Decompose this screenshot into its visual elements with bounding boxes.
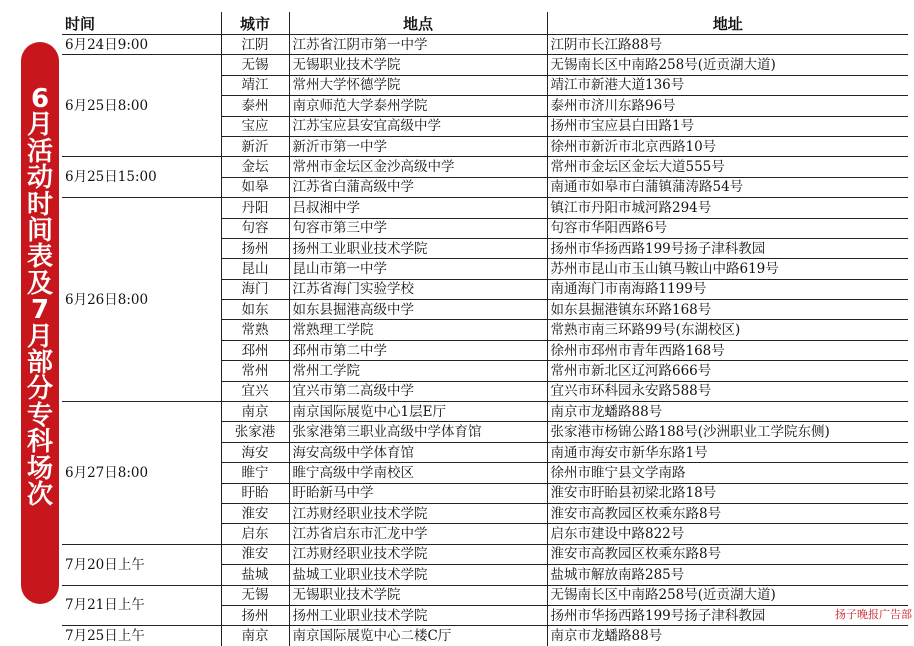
city-cell: 句容: [221, 218, 289, 238]
address-cell: 扬州市华扬西路199号扬子津科教园: [547, 238, 908, 258]
table-row: [62, 198, 908, 218]
address-cell: 句容市华阳西路6号: [547, 218, 908, 238]
location-cell: 江苏宝应县安宜高级中学: [289, 116, 547, 136]
address-cell: 启东市建设中路822号: [547, 524, 908, 544]
address-cell: 徐州市睢宁县文学南路: [547, 463, 908, 483]
location-cell: 南京国际展览中心二楼C厅: [289, 626, 547, 646]
time-cell: 6月26日8:00: [62, 198, 221, 402]
address-cell: 苏州市昆山市玉山镇马鞍山中路619号: [547, 259, 908, 279]
address-cell: 淮安市高教园区枚乘东路8号: [547, 503, 908, 523]
address-cell: 南通海门市南海路1199号: [547, 279, 908, 299]
location-cell: 吕叔湘中学: [289, 198, 547, 218]
city-cell: 如东: [221, 300, 289, 320]
time-cell: 7月25日上午: [62, 626, 221, 646]
address-cell: 扬州市宝应县白田路1号: [547, 116, 908, 136]
city-cell: 泰州: [221, 96, 289, 116]
banner-char: 活: [26, 136, 53, 167]
city-cell: 丹阳: [221, 198, 289, 218]
city-cell: 张家港: [221, 422, 289, 442]
table-row: [62, 544, 908, 564]
city-cell: 海安: [221, 442, 289, 462]
time-cell: 6月25日15:00: [62, 157, 221, 198]
table-body: [62, 35, 908, 646]
location-cell: 常州大学怀德学院: [289, 75, 547, 95]
location-cell: 宜兴市第二高级中学: [289, 381, 547, 401]
address-cell: 淮安市高教园区枚乘东路8号: [547, 544, 908, 564]
city-cell: 无锡: [221, 585, 289, 605]
address-cell: 张家港市杨锦公路188号(沙洲职业工学院东侧): [547, 422, 908, 442]
address-cell: 泰州市济川东路96号: [547, 96, 908, 116]
address-cell: 淮安市盱眙县初梁北路18号: [547, 483, 908, 503]
location-cell: 盱眙新马中学: [289, 483, 547, 503]
location-cell: 新沂市第一中学: [289, 136, 547, 156]
city-cell: 扬州: [221, 238, 289, 258]
time-cell: 7月21日上午: [62, 585, 221, 626]
location-cell: 张家港第三职业高级中学体育馆: [289, 422, 547, 442]
address-cell: 南京市龙蟠路88号: [547, 402, 908, 422]
city-cell: 无锡: [221, 55, 289, 75]
table-row: [62, 157, 908, 177]
header-city: 城市: [221, 12, 289, 35]
banner-char: 场: [26, 453, 53, 484]
city-cell: 新沂: [221, 136, 289, 156]
city-cell: 启东: [221, 524, 289, 544]
location-cell: 常州市金坛区金沙高级中学: [289, 157, 547, 177]
address-cell: 南通市如皋市白蒲镇蒲涛路54号: [547, 177, 908, 197]
banner-char: 动: [26, 163, 53, 194]
location-cell: 常熟理工学院: [289, 320, 547, 340]
header-address: 地址: [547, 12, 908, 35]
address-cell: 无锡南长区中南路258号(近贡湖大道): [547, 585, 908, 605]
location-cell: 江苏省白蒲高级中学: [289, 177, 547, 197]
schedule-table: [62, 12, 908, 646]
time-cell: 6月27日8:00: [62, 402, 221, 545]
banner-char: 及: [26, 268, 53, 299]
city-cell: 金坛: [221, 157, 289, 177]
location-cell: 江苏财经职业技术学院: [289, 544, 547, 564]
time-cell: 6月25日8:00: [62, 55, 221, 157]
city-cell: 常州: [221, 361, 289, 381]
banner-title: [21, 86, 59, 509]
city-cell: 江阴: [221, 35, 289, 55]
address-cell: 江阴市长江路88号: [547, 35, 908, 55]
address-cell: 镇江市丹阳市城河路294号: [547, 198, 908, 218]
city-cell: 海门: [221, 279, 289, 299]
address-cell: 南通市海安市新华东路1号: [547, 442, 908, 462]
city-cell: 淮安: [221, 544, 289, 564]
location-cell: 无锡职业技术学院: [289, 55, 547, 75]
location-cell: 扬州工业职业技术学院: [289, 605, 547, 625]
address-cell: 常州市金坛区金坛大道555号: [547, 157, 908, 177]
location-cell: 南京师范大学泰州学院: [289, 96, 547, 116]
header-location: 地点: [289, 12, 547, 35]
city-cell: 南京: [221, 402, 289, 422]
banner-char: 月: [26, 321, 53, 352]
banner-char: 6: [30, 84, 50, 114]
address-cell: 徐州市邳州市青年西路168号: [547, 340, 908, 360]
header-time: 时间: [62, 12, 221, 35]
location-cell: 江苏省启东市汇龙中学: [289, 524, 547, 544]
banner-char: 科: [26, 427, 53, 458]
table-row: [62, 402, 908, 422]
city-cell: 常熟: [221, 320, 289, 340]
table-row: [62, 585, 908, 605]
city-cell: 如皋: [221, 177, 289, 197]
location-cell: 江苏财经职业技术学院: [289, 503, 547, 523]
address-cell: 无锡南长区中南路258号(近贡湖大道): [547, 55, 908, 75]
time-cell: 7月20日上午: [62, 544, 221, 585]
city-cell: 南京: [221, 626, 289, 646]
location-cell: 句容市第三中学: [289, 218, 547, 238]
city-cell: 盐城: [221, 565, 289, 585]
city-cell: 盱眙: [221, 483, 289, 503]
banner-char: 表: [26, 242, 53, 273]
address-cell: 宜兴市环科园永安路588号: [547, 381, 908, 401]
location-cell: 昆山市第一中学: [289, 259, 547, 279]
address-cell: 常熟市南三环路99号(东湖校区): [547, 320, 908, 340]
banner-char: 部: [26, 348, 53, 379]
city-cell: 睢宁: [221, 463, 289, 483]
city-cell: 靖江: [221, 75, 289, 95]
location-cell: 如东县掘港高级中学: [289, 300, 547, 320]
location-cell: 江苏省江阴市第一中学: [289, 35, 547, 55]
location-cell: 睢宁高级中学南校区: [289, 463, 547, 483]
location-cell: 邳州市第二中学: [289, 340, 547, 360]
city-cell: 昆山: [221, 259, 289, 279]
table-row: [62, 55, 908, 75]
banner-char: 7: [30, 295, 50, 326]
location-cell: 南京国际展览中心1层E厅: [289, 402, 547, 422]
address-cell: 盐城市解放南路285号: [547, 565, 908, 585]
city-cell: 扬州: [221, 605, 289, 625]
credit-text: 扬子晚报广告部: [835, 608, 912, 621]
banner-char: 分: [26, 374, 53, 405]
banner-char: 次: [26, 480, 53, 511]
banner-char: 时: [26, 189, 53, 220]
location-cell: 盐城工业职业技术学院: [289, 565, 547, 585]
table-header-row: [62, 12, 908, 35]
address-cell: 靖江市新港大道136号: [547, 75, 908, 95]
table-row: [62, 626, 908, 646]
location-cell: 江苏省海门实验学校: [289, 279, 547, 299]
address-cell: 常州市新北区辽河路666号: [547, 361, 908, 381]
time-cell: 6月24日9:00: [62, 35, 221, 55]
address-cell: 徐州市新沂市北京西路10号: [547, 136, 908, 156]
title-banner: [21, 42, 59, 604]
address-cell: 南京市龙蟠路88号: [547, 626, 908, 646]
banner-char: 专: [26, 400, 53, 431]
location-cell: 海安高级中学体育馆: [289, 442, 547, 462]
location-cell: 扬州工业职业技术学院: [289, 238, 547, 258]
address-cell: 如东县掘港镇东环路168号: [547, 300, 908, 320]
city-cell: 宝应: [221, 116, 289, 136]
city-cell: 邳州: [221, 340, 289, 360]
banner-char: 间: [26, 216, 53, 247]
city-cell: 淮安: [221, 503, 289, 523]
location-cell: 常州工学院: [289, 361, 547, 381]
table-row: [62, 35, 908, 55]
address-cell: 扬州市华扬西路199号扬子津科教园: [547, 605, 908, 625]
city-cell: 宜兴: [221, 381, 289, 401]
location-cell: 无锡职业技术学院: [289, 585, 547, 605]
banner-char: 月: [26, 110, 53, 141]
